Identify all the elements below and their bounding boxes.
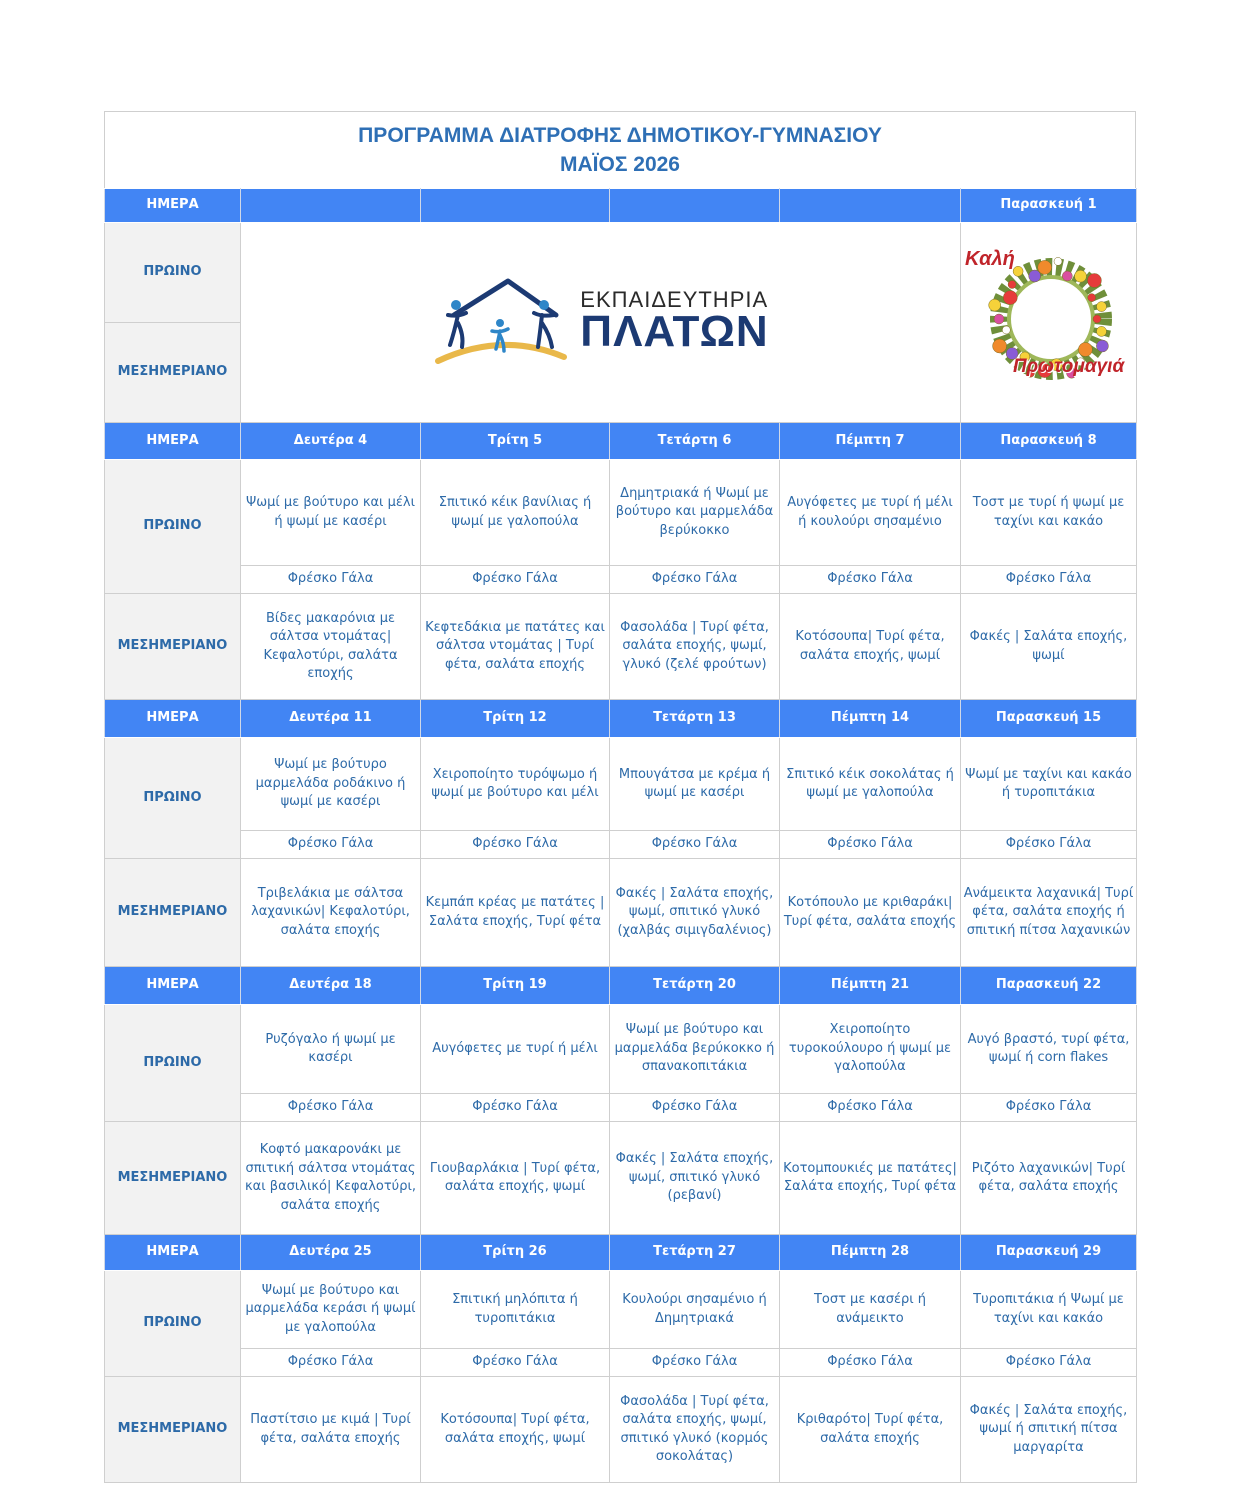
breakfast-row (105, 738, 1137, 831)
milk-cell: Φρέσκο Γάλα (780, 831, 961, 859)
day-header: Παρασκευή 22 (961, 967, 1137, 1005)
milk-cell: Φρέσκο Γάλα (961, 566, 1137, 594)
day-header (610, 189, 780, 223)
day-header: Τετάρτη 13 (610, 700, 780, 738)
lunch-row (105, 1122, 1137, 1235)
week-header-row (105, 1235, 1137, 1271)
breakfast-cell: Σπιτικό κέικ σοκολάτας ή ψωμί με γαλοπούλα (780, 738, 961, 831)
lunch-cell: Τριβελάκια με σάλτσα λαχανικών| Κεφαλοτύρι, σαλάτα εποχής (241, 859, 421, 967)
breakfast-label: ΠΡΩΙΝΟ (105, 738, 241, 859)
lunch-label: ΜΕΣΗΜΕΡΙΑΝΟ (105, 1122, 241, 1235)
lunch-label: ΜΕΣΗΜΕΡΙΑΝΟ (105, 323, 241, 423)
milk-cell: Φρέσκο Γάλα (780, 566, 961, 594)
day-header: Τρίτη 19 (421, 967, 610, 1005)
day-header: Πέμπτη 28 (780, 1235, 961, 1271)
day-header (421, 189, 610, 223)
flower-icon (1075, 270, 1087, 282)
milk-cell: Φρέσκο Γάλα (421, 1349, 610, 1377)
milk-cell: Φρέσκο Γάλα (610, 1349, 780, 1377)
flower-icon (1038, 260, 1052, 274)
title-box (104, 111, 1136, 188)
flower-icon (1088, 293, 1096, 301)
intro-breakfast-row (105, 223, 1137, 323)
week-header-row (105, 967, 1137, 1005)
greeting-line2: Πρωτομαγιά (1013, 355, 1125, 377)
lunch-cell: Φακές | Σαλάτα εποχής, ψωμί, σπιτικό γλυκό (χαλβάς σιμιγδαλένιος) (610, 859, 780, 967)
flower-icon (1062, 271, 1072, 281)
menu-sheet (104, 111, 1136, 1483)
day-header: Τετάρτη 6 (610, 423, 780, 460)
milk-cell: Φρέσκο Γάλα (241, 566, 421, 594)
breakfast-row (105, 1005, 1137, 1094)
breakfast-label: ΠΡΩΙΝΟ (105, 1005, 241, 1122)
platon-logo (241, 275, 960, 371)
milk-cell: Φρέσκο Γάλα (241, 1094, 421, 1122)
flower-icon (994, 314, 1004, 324)
greeting-line1: Καλή (965, 247, 1015, 270)
breakfast-row (105, 1271, 1137, 1349)
milk-cell: Φρέσκο Γάλα (610, 831, 780, 859)
breakfast-cell: Αυγό βραστό, τυρί φέτα, ψωμί ή corn flakes (961, 1005, 1137, 1094)
breakfast-cell: Χειροποίητο τυρόψωμο ή ψωμί με βούτυρο και μέλι (421, 738, 610, 831)
lunch-cell: Παστίτσιο με κιμά | Τυρί φέτα, σαλάτα εποχής (241, 1377, 421, 1483)
lunch-cell: Ανάμεικτα λαχανικά| Τυρί φέτα, σαλάτα εποχής ή σπιτική πίτσα λαχανικών (961, 859, 1137, 967)
breakfast-cell: Μπουγάτσα με κρέμα ή ψωμί με κασέρι (610, 738, 780, 831)
flower-icon (1008, 280, 1016, 288)
day-header: Πέμπτη 7 (780, 423, 961, 460)
milk-cell: Φρέσκο Γάλα (961, 831, 1137, 859)
lunch-cell: Κοφτό μακαρονάκι με σπιτική σάλτσα ντομάτας και βασιλικό| Κεφαλοτύρι, σαλάτα εποχής (241, 1122, 421, 1235)
milk-cell: Φρέσκο Γάλα (421, 831, 610, 859)
breakfast-cell: Σπιτικό κέικ βανίλιας ή ψωμί με γαλοπούλα (421, 460, 610, 566)
flower-icon (1078, 342, 1092, 356)
lunch-cell: Κοτόσουπα| Τυρί φέτα, σαλάτα εποχής, ψωμί (780, 594, 961, 700)
day-label: ΗΜΕΡΑ (105, 189, 241, 223)
logo-cell (241, 223, 961, 423)
lunch-label: ΜΕΣΗΜΕΡΙΑΝΟ (105, 859, 241, 967)
day-label: ΗΜΕΡΑ (105, 1235, 241, 1271)
lunch-cell: Φακές | Σαλάτα εποχής, ψωμί (961, 594, 1137, 700)
milk-row (105, 1349, 1137, 1377)
milk-cell: Φρέσκο Γάλα (961, 1349, 1137, 1377)
breakfast-cell: Αυγόφετες με τυρί ή μέλι (421, 1005, 610, 1094)
flower-icon (1003, 290, 1017, 304)
lunch-cell: Κοτομπουκιές με πατάτες| Σαλάτα εποχής, Τυρί φέτα (780, 1122, 961, 1235)
logo-line2: ΠΛΑΤΩΝ (580, 306, 769, 356)
flower-icon (1002, 326, 1010, 334)
milk-cell: Φρέσκο Γάλα (961, 1094, 1137, 1122)
day-header: Τετάρτη 20 (610, 967, 780, 1005)
lunch-cell: Φακές | Σαλάτα εποχής, ψωμί, σπιτικό γλυκό (ρεβανί) (610, 1122, 780, 1235)
page-title: ΠΡΟΓΡΑΜΜΑ ΔΙΑΤΡΟΦΗΣ ΔΗΜΟΤΙΚΟΥ-ΓΥΜΝΑΣΙΟΥ (358, 124, 882, 147)
breakfast-cell: Τυροπιτάκια ή Ψωμί με ταχίνι και κακάο (961, 1271, 1137, 1349)
breakfast-cell: Δημητριακά ή Ψωμί με βούτυρο και μαρμελάδα βερύκοκκο (610, 460, 780, 566)
day-header: Τρίτη 12 (421, 700, 610, 738)
lunch-cell: Κεμπάπ κρέας με πατάτες | Σαλάτα εποχής, Τυρί φέτα (421, 859, 610, 967)
family-house-icon (432, 275, 572, 371)
menu-table (104, 188, 1137, 1483)
flower-icon (1029, 270, 1041, 282)
lunch-row (105, 1377, 1137, 1483)
breakfast-cell: Ρυζόγαλο ή ψωμί με κασέρι (241, 1005, 421, 1094)
lunch-cell: Φακές | Σαλάτα εποχής, ψωμί ή σπιτική πίτσα μαργαρίτα (961, 1377, 1137, 1483)
breakfast-cell: Ψωμί με βούτυρο και μέλι ή ψωμί με κασέρι (241, 460, 421, 566)
breakfast-cell: Τοστ με κασέρι ή ανάμεικτο (780, 1271, 961, 1349)
flower-icon (1097, 326, 1107, 336)
day-header: Τετάρτη 27 (610, 1235, 780, 1271)
day-label: ΗΜΕΡΑ (105, 700, 241, 738)
flower-icon (1097, 301, 1107, 311)
week-header-row (105, 423, 1137, 460)
milk-cell: Φρέσκο Γάλα (421, 1094, 610, 1122)
day-header: Παρασκευή 15 (961, 700, 1137, 738)
lunch-cell: Ριζότο λαχανικών| Τυρί φέτα, σαλάτα εποχής (961, 1122, 1137, 1235)
breakfast-cell: Ψωμί με βούτυρο και μαρμελάδα βερύκοκκο ή σπανακοπιτάκια (610, 1005, 780, 1094)
day-header: Τρίτη 26 (421, 1235, 610, 1271)
lunch-cell: Γιουβαρλάκια | Τυρί φέτα, σαλάτα εποχής, ψωμί (421, 1122, 610, 1235)
flower-icon (1054, 257, 1062, 265)
lunch-cell: Φασολάδα | Τυρί φέτα, σαλάτα εποχής, ψωμί, σπιτικό γλυκό (κορμός σοκολάτας) (610, 1377, 780, 1483)
day-header (780, 189, 961, 223)
breakfast-cell: Σπιτική μηλόπιτα ή τυροπιτάκια (421, 1271, 610, 1349)
flower-icon (1096, 340, 1108, 352)
milk-cell: Φρέσκο Γάλα (780, 1094, 961, 1122)
milk-row (105, 566, 1137, 594)
lunch-label: ΜΕΣΗΜΕΡΙΑΝΟ (105, 1377, 241, 1483)
lunch-label: ΜΕΣΗΜΕΡΙΑΝΟ (105, 594, 241, 700)
wreath-cell (961, 223, 1137, 423)
lunch-cell: Βίδες μακαρόνια με σάλτσα ντομάτας| Κεφαλοτύρι, σαλάτα εποχής (241, 594, 421, 700)
lunch-cell: Κριθαρότο| Τυρί φέτα, σαλάτα εποχής (780, 1377, 961, 1483)
page-subtitle: ΜΑΪΟΣ 2026 (560, 153, 680, 176)
day-header: Δευτέρα 4 (241, 423, 421, 460)
day-header: Δευτέρα 11 (241, 700, 421, 738)
milk-cell: Φρέσκο Γάλα (421, 566, 610, 594)
day-label: ΗΜΕΡΑ (105, 423, 241, 460)
flower-icon (1087, 273, 1101, 287)
may-day-wreath (961, 224, 1136, 422)
lunch-row (105, 859, 1137, 967)
day-header: Δευτέρα 25 (241, 1235, 421, 1271)
breakfast-cell: Χειροποίητο τυροκούλουρο ή ψωμί με γαλοπούλα (780, 1005, 961, 1094)
breakfast-label: ΠΡΩΙΝΟ (105, 460, 241, 594)
milk-cell: Φρέσκο Γάλα (241, 1349, 421, 1377)
flower-icon (993, 339, 1007, 353)
day-header: Πέμπτη 14 (780, 700, 961, 738)
milk-cell: Φρέσκο Γάλα (780, 1349, 961, 1377)
milk-cell: Φρέσκο Γάλα (610, 566, 780, 594)
lunch-cell: Κεφτεδάκια με πατάτες και σάλτσα ντομάτας | Τυρί φέτα, σαλάτα εποχής (421, 594, 610, 700)
week-header-row (105, 700, 1137, 738)
day-label: ΗΜΕΡΑ (105, 967, 241, 1005)
breakfast-cell: Ψωμί με ταχίνι και κακάο ή τυροπιτάκια (961, 738, 1137, 831)
milk-row (105, 1094, 1137, 1122)
breakfast-cell: Ψωμί με βούτυρο μαρμελάδα ροδάκινο ή ψωμί με κασέρι (241, 738, 421, 831)
lunch-cell: Κοτόσουπα| Τυρί φέτα, σαλάτα εποχής, ψωμί (421, 1377, 610, 1483)
milk-cell: Φρέσκο Γάλα (241, 831, 421, 859)
flower-icon (989, 299, 1001, 311)
milk-cell: Φρέσκο Γάλα (610, 1094, 780, 1122)
breakfast-label: ΠΡΩΙΝΟ (105, 223, 241, 323)
day-header: Πέμπτη 21 (780, 967, 961, 1005)
lunch-row (105, 594, 1137, 700)
day-header (241, 189, 421, 223)
logo-line1: ΕΚΠΑΙΔΕΥΤΗΡΙΑ (580, 287, 769, 313)
breakfast-cell: Ψωμί με βούτυρο και μαρμελάδα κεράσι ή ψωμί με γαλοπούλα (241, 1271, 421, 1349)
flower-icon (1093, 315, 1101, 323)
lunch-cell: Κοτόπουλο με κριθαράκι| Τυρί φέτα, σαλάτα εποχής (780, 859, 961, 967)
day-header: Παρασκευή 8 (961, 423, 1137, 460)
breakfast-cell: Κουλούρι σησαμένιο ή Δημητριακά (610, 1271, 780, 1349)
breakfast-label: ΠΡΩΙΝΟ (105, 1271, 241, 1377)
day-header: Παρασκευή 29 (961, 1235, 1137, 1271)
milk-row (105, 831, 1137, 859)
day-header: Δευτέρα 18 (241, 967, 421, 1005)
day-header: Παρασκευή 1 (961, 189, 1137, 223)
intro-header-row (105, 189, 1137, 223)
lunch-cell: Φασολάδα | Τυρί φέτα, σαλάτα εποχής, ψωμί, γλυκό (ζελέ φρούτων) (610, 594, 780, 700)
day-header: Τρίτη 5 (421, 423, 610, 460)
breakfast-cell: Αυγόφετες με τυρί ή μέλι ή κουλούρι σησαμένιο (780, 460, 961, 566)
breakfast-cell: Τοστ με τυρί ή ψωμί με ταχίνι και κακάο (961, 460, 1137, 566)
breakfast-row (105, 460, 1137, 566)
